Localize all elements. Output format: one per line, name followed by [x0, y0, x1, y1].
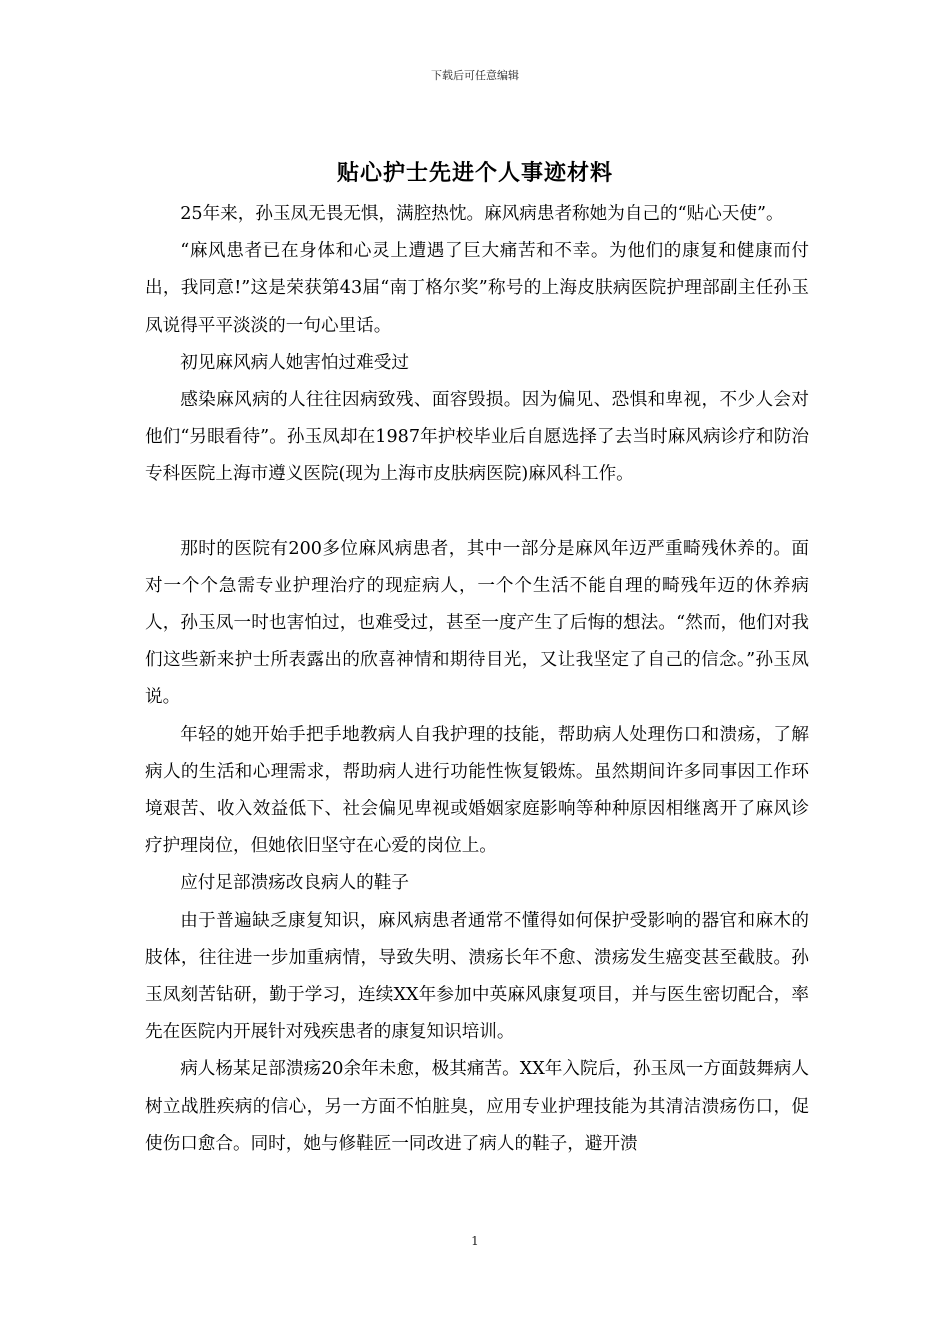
- paragraph: 那时的医院有200多位麻风病患者，其中一部分是麻风年迈严重畸残休养的。面对一个个急需专业护理治疗的现症病人，一个个生活不能自理的畸残年迈的休养病人，孙玉凤一时也害怕过，也难受过，甚至一度产生了后悔的想法。“然而，他们对我们这些新来护士所表露出的欣喜神情和期待目光，又让我坚定了自己的信念。”孙玉凤说。: [145, 538, 809, 708]
- document-title: 贴心护士先进个人事迹材料: [336, 160, 613, 186]
- document-body: [145, 196, 809, 1163]
- header-note: 下载后可任意编辑: [431, 69, 519, 82]
- paragraph: 感染麻风病的人往往因病致残、面容毁损。因为偏见、恐惧和卑视，不少人会对他们“另眼看待”。孙玉凤却在1987年护校毕业后自愿选择了去当时麻风病诊疗和防治专科医院上海市遵义医院(现为上海市皮肤病医院)麻风科工作。: [145, 390, 809, 485]
- paragraph: 年轻的她开始手把手地教病人自我护理的技能，帮助病人处理伤口和溃疡，了解病人的生活和心理需求，帮助病人进行功能性恢复锻炼。虽然期间许多同事因工作环境艰苦、收入效益低下、社会偏见卑视或婚姻家庭影响等种种原因相继离开了麻风诊疗护理岗位，但她依旧坚守在心爱的岗位上。: [145, 724, 809, 857]
- paragraph-gap: [145, 494, 809, 531]
- paragraph: 由于普遍缺乏康复知识，麻风病患者通常不懂得如何保护受影响的器官和麻木的肢体，往往进一步加重病情，导致失明、溃疡长年不愈、溃疡发生癌变甚至截肢。孙玉凤刻苦钻研，勤于学习，连续XX年参加中英麻风康复项目，并与医生密切配合，率先在医院内开展针对残疾患者的康复知识培训。: [145, 910, 809, 1043]
- paragraph: 25年来，孙玉凤无畏无惧，满腔热忱。麻风病患者称她为自己的“贴心天使”。: [180, 204, 784, 224]
- section-heading: 初见麻风病人她害怕过难受过: [180, 352, 409, 373]
- paragraph: “麻风患者已在身体和心灵上遭遇了巨大痛苦和不幸。为他们的康复和健康而付出，我同意!”这是荣获第43届“南丁格尔奖”称号的上海皮肤病医院护理部副主任孙玉凤说得平平淡淡的一句心里话。: [145, 241, 809, 336]
- paragraph: 病人杨某足部溃疡20余年未愈，极其痛苦。XX年入院后，孙玉凤一方面鼓舞病人树立战胜疾病的信心，另一方面不怕脏臭，应用专业护理技能为其清洁溃疡伤口，促使伤口愈合。同时，她与修鞋匠一同改进了病人的鞋子，避开溃: [145, 1059, 809, 1154]
- section-heading: 应付足部溃疡改良病人的鞋子: [180, 873, 409, 894]
- page-number: 1: [471, 1234, 479, 1248]
